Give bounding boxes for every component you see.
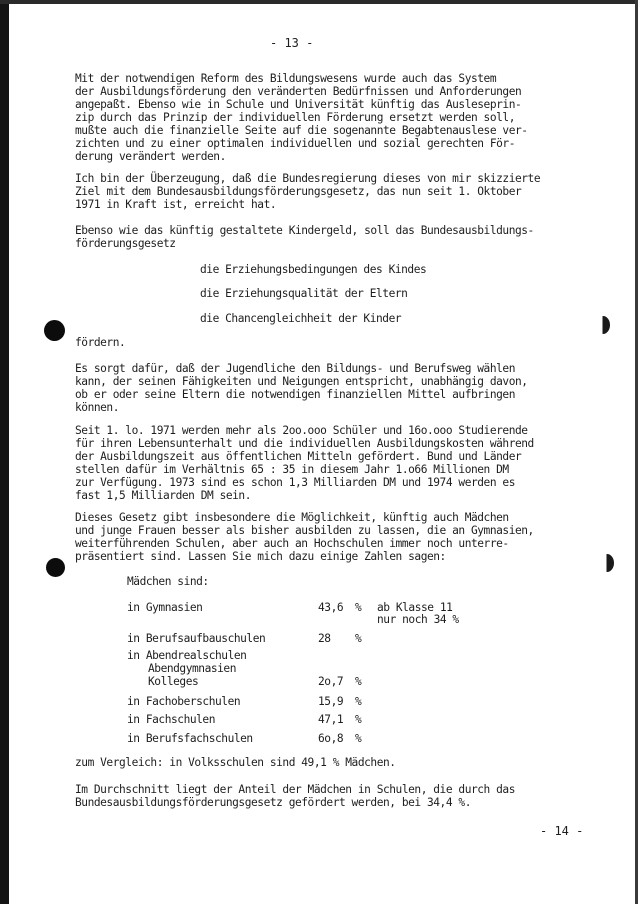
- table-unit: %: [355, 632, 362, 645]
- text-line: kann, der seinen Fähigkeiten und Neigungen entspricht, unabhängig davon,: [75, 375, 528, 388]
- table-school: in Fachoberschulen: [127, 695, 241, 708]
- table-value: 2o,7: [318, 675, 344, 688]
- text-line: der Ausbildungsförderung den veränderten Bedürfnissen und Anforderungen: [75, 85, 522, 98]
- text-line: Seit 1. lo. 1971 werden mehr als 2oo.ooo Schüler und 16o.ooo Studierende: [75, 424, 528, 437]
- text-line: Bundesausbildungsförderungsgesetz gefördert werden, bei 34,4 %.: [75, 796, 471, 809]
- text-line: fast 1,5 Milliarden DM sein.: [75, 489, 251, 502]
- punch-hole-top: [44, 320, 65, 341]
- table-school: in Berufsfachschulen: [127, 732, 253, 745]
- text-line: Dieses Gesetz gibt insbesondere die Möglichkeit, künftig auch Mädchen: [75, 511, 509, 524]
- text-line: Mit der notwendigen Reform des Bildungswesens wurde auch das System: [75, 72, 497, 85]
- table-value: 15,9: [318, 695, 344, 708]
- paragraph-5: [75, 424, 615, 502]
- paragraph-2: [75, 172, 615, 211]
- foerdern-line: fördern.: [75, 336, 126, 349]
- scan-edge-top: [0, 0, 638, 4]
- table-school: in Gymnasien: [127, 601, 203, 614]
- text-line: Ziel mit dem Bundesausbildungsförderungsgesetz, das nun seit 1. Oktober: [75, 185, 522, 198]
- table-school: Abendgymnasien: [148, 662, 236, 675]
- text-line: stellen dafür im Verhältnis 65 : 35 in diesem Jahr 1.o66 Millionen DM: [75, 463, 509, 476]
- centered-item: die Erziehungsbedingungen des Kindes: [200, 263, 427, 276]
- table-school: in Berufsaufbauschulen: [127, 632, 266, 645]
- punch-hole-bottom: [46, 558, 65, 577]
- text-line: der Ausbildungszeit aus öffentlichen Mitteln gefördert. Bund und Länder: [75, 450, 522, 463]
- table-value: 43,6: [318, 601, 344, 614]
- text-line: für ihren Lebensunterhalt und die individuellen Ausbildungskosten während: [75, 437, 534, 450]
- text-line: förderungsgesetz: [75, 237, 176, 250]
- text-line: präsentiert sind. Lassen Sie mich dazu einige Zahlen sagen:: [75, 550, 446, 563]
- table-school: in Fachschulen: [127, 713, 215, 726]
- table-unit: %: [355, 732, 362, 745]
- table-unit: %: [355, 601, 362, 614]
- page-number: - 13 -: [270, 36, 314, 50]
- text-line: weiterführenden Schulen, aber auch an Hochschulen immer noch unterre-: [75, 537, 509, 550]
- table-value: 28: [318, 632, 331, 645]
- paragraph-3: [75, 224, 615, 250]
- table-note: ab Klasse 11: [377, 601, 453, 614]
- text-line: Ebenso wie das künftig gestaltete Kindergeld, soll das Bundesausbildungs-: [75, 224, 534, 237]
- text-line: können.: [75, 401, 119, 414]
- table-unit: %: [355, 695, 362, 708]
- text-line: derung verändert werden.: [75, 150, 226, 163]
- paragraph-4: [75, 362, 615, 414]
- comparison-line: zum Vergleich: in Volksschulen sind 49,1 % Mädchen.: [75, 756, 396, 769]
- text-line: Im Durchschnitt liegt der Anteil der Mädchen in Schulen, die durch das: [75, 783, 515, 796]
- text-line: ob er oder seine Eltern die notwendigen finanziellen Mittel aufbringen: [75, 388, 515, 401]
- text-line: Ich bin der Überzeugung, daß die Bundesregierung dieses von mir skizzierte: [75, 172, 541, 185]
- text-line: und junge Frauen besser als bisher ausbilden zu lassen, die an Gymnasien,: [75, 524, 534, 537]
- text-line: zichten und zu einer optimalen individuellen und sozial gerechten För-: [75, 137, 515, 150]
- paragraph-6: [75, 511, 615, 563]
- table-value: 47,1: [318, 713, 344, 726]
- final-paragraph: [75, 783, 615, 809]
- text-line: zur Verfügung. 1973 sind es schon 1,3 Milliarden DM und 1974 werden es: [75, 476, 515, 489]
- scan-edge-left: [0, 0, 9, 904]
- text-line: Es sorgt dafür, daß der Jugendliche den Bildungs- und Berufsweg wählen: [75, 362, 515, 375]
- table-heading: Mädchen sind:: [127, 575, 209, 588]
- paragraph-1: [75, 72, 615, 163]
- text-line: angepaßt. Ebenso wie in Schule und Universität künftig das Ausleseprin-: [75, 98, 522, 111]
- text-line: mußte auch die finanzielle Seite auf die sogenannte Begabtenauslese ver-: [75, 124, 528, 137]
- next-page-number: - 14 -: [540, 824, 584, 838]
- punch-hole-right-top: [596, 316, 610, 334]
- table-value: 6o,8: [318, 732, 344, 745]
- centered-item: die Erziehungsqualität der Eltern: [200, 287, 408, 300]
- table-school: in Abendrealschulen: [127, 649, 247, 662]
- centered-item: die Chancengleichheit der Kinder: [200, 312, 402, 325]
- table-school: Kolleges: [148, 675, 199, 688]
- table-unit: %: [355, 675, 362, 688]
- table-unit: %: [355, 713, 362, 726]
- text-line: 1971 in Kraft ist, erreicht hat.: [75, 198, 277, 211]
- table-note: nur noch 34 %: [377, 613, 459, 626]
- text-line: zip durch das Prinzip der individuellen Förderung ersetzt werden soll,: [75, 111, 515, 124]
